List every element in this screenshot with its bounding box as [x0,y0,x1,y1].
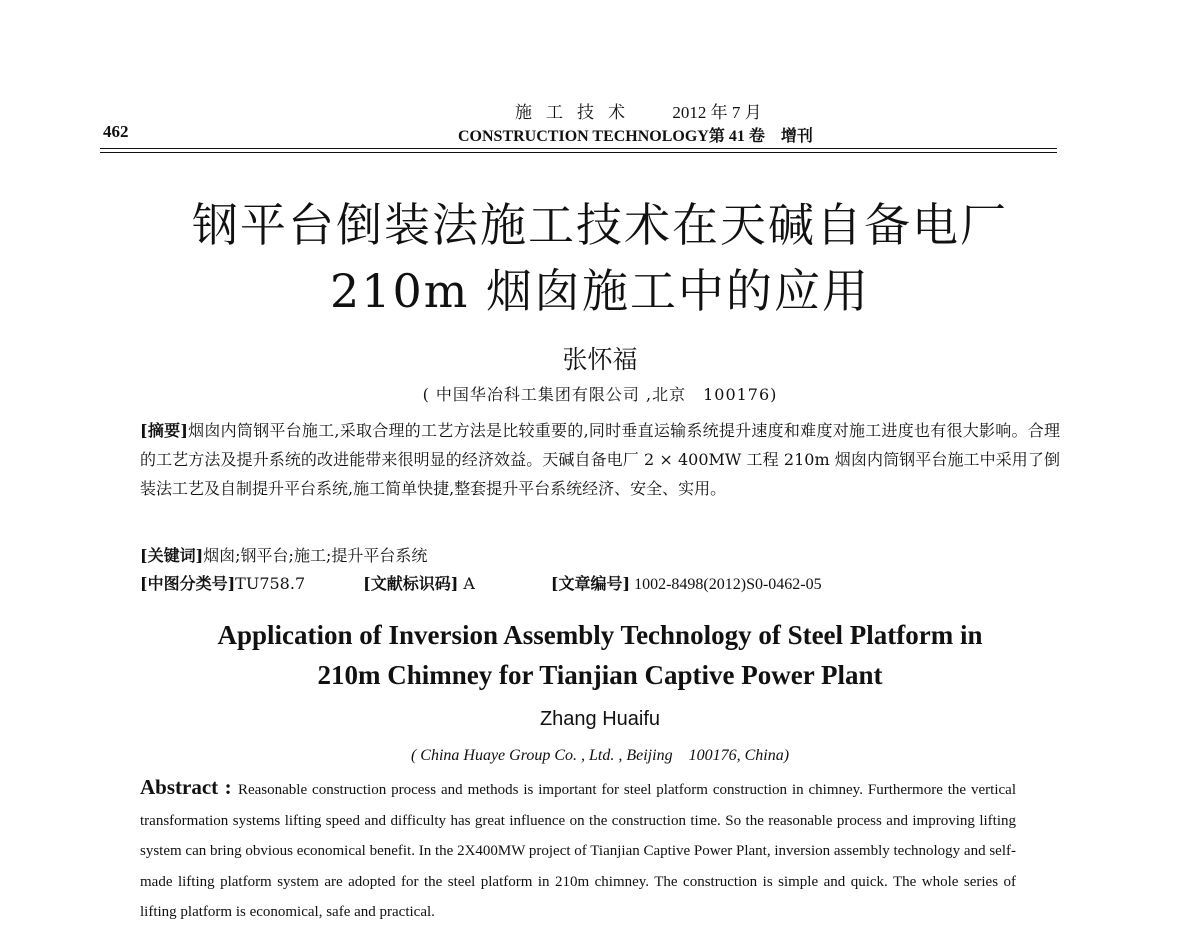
keywords-cn [140,541,1060,570]
header-rule-thin [100,152,1057,153]
doc-code-value: A [458,574,475,593]
paper-title-cn [0,192,1200,324]
affiliation-en: ( China Huaye Group Co. , Ltd. , Beijing 100176, China) [410,747,790,764]
header-rule-thick [100,148,1057,149]
article-number-value: 1002-8498(2012)S0-0462-05 [630,576,822,593]
keywords-cn-label: [关键词] [140,546,204,565]
keywords-cn-text: 烟囱;钢平台;施工;提升平台系统 [203,546,428,565]
running-header-cn [455,98,875,123]
abstract-en-separator: : [218,775,238,799]
abstract-cn-label: [摘要] [140,421,188,440]
title-en-line2: 210m Chimney for Tianjian Captive Power Plant [317,660,883,690]
author-cn: 张怀福 [562,345,638,374]
doc-code-label: [文献标识码] [363,574,459,593]
article-number-label: [文章编号] [550,574,631,593]
abstract-cn [140,416,1060,503]
author-en: Zhang Huaifu [539,708,661,730]
classification-line [140,569,1060,599]
journal-name-en: CONSTRUCTION TECHNOLOGY第 41 卷 增刊 [458,128,813,145]
abstract-en [140,772,1016,928]
page-number: 462 [103,122,129,141]
affiliation-cn: ( 中国华冶科工集团有限公司 ,北京 100176) [422,385,778,404]
abstract-en-label: Abstract [140,775,219,799]
title-cn-line1: 钢平台倒装法施工技术在天碱自备电厂 [192,198,1008,252]
issue-date-cn: 2012 年 7 月 [672,103,762,122]
abstract-en-text: Reasonable construction process and methods is important for steel platform construction in chimney. Furthermore the vertical transformation systems lifting speed and difficulty has great influence on the construction time. So the reasonable process and improving lifting system can bring obvious economical benefit. In the 2X400MW project of Tianjian Captive Power Plant, inversion assembly technology and self-made lifting platform system are adopted for the steel platform in 210m chimney. The construction is simple and quick. The whole series of lifting platform is economical, safe and practical. [140,782,1016,920]
clc-label: [中图分类号] [140,574,236,593]
clc-value: TU758.7 [235,574,306,593]
abstract-cn-text: 烟囱内筒钢平台施工,采取合理的工艺方法是比较重要的,同时垂直运输系统提升速度和难度对施工进度也有很大影响。合理的工艺方法及提升系统的改进能带来很明显的经济效益。天碱自备电厂 2 × 400MW 工程 210m 烟囱内筒钢平台施工中采用了倒装法工艺及自制提升平台系统,施工简单快捷,整套提升平台系统经济、安全、实用。 [140,421,1060,498]
journal-name-cn: 施工技术 [515,103,639,123]
title-cn-line2: 210m 烟囱施工中的应用 [329,264,871,318]
paper-title-en [0,615,1200,695]
title-en-line1: Application of Inversion Assembly Technology of Steel Platform in [217,620,983,650]
